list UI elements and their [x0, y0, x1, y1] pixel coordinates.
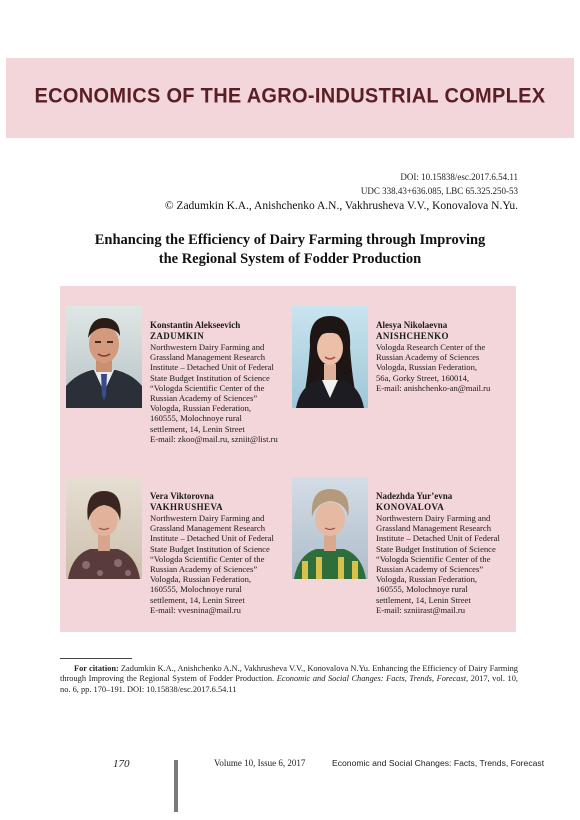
author-address-line: settlement, 14, Lenin Street: [150, 594, 245, 605]
udc-text: UDC 338.43+636.085, LBC 65.325.250-53: [360, 186, 518, 196]
citation-label: For citation:: [74, 664, 119, 673]
page-number: 170: [113, 758, 130, 770]
author-card: [292, 306, 516, 456]
author-address-line: 160555, Molochnoye rural: [150, 413, 242, 424]
author-affiliation-line: Russian Academy of Sciences”: [376, 564, 484, 575]
author-affiliation-line: Vologda Research Center of the: [376, 342, 486, 352]
author-surname: KONOVALOVA: [376, 502, 445, 512]
author-email: E-mail: anishchenko-an@mail.ru: [376, 382, 491, 393]
author-affiliation-line: Russian Academy of Sciences: [376, 352, 480, 363]
author-affiliation-line: Russian Academy of Sciences”: [150, 564, 258, 575]
author-affiliation-line: “Vologda Scientific Center of the: [150, 382, 265, 393]
author-first-name: Nadezhda Yur’evna: [376, 491, 453, 501]
author-card: [66, 477, 290, 627]
doi-text: DOI: 10.15838/esc.2017.6.54.11: [400, 172, 518, 182]
author-card: [66, 306, 290, 456]
citation-text: Zadumkin K.A., Anishchenko A.N., Vakhrusheva V.V., Konovalova N.Yu. Enhancing the Efficiency of Dairy Farming through Improving the Regional System of Fodder Production.: [60, 664, 518, 684]
footer-divider: [174, 760, 178, 812]
author-info: [150, 491, 290, 615]
author-affiliation-line: “Vologda Scientific Center of the: [376, 553, 491, 564]
author-first-name: Konstantin Alekseevich: [150, 320, 241, 330]
author-email: E-mail: szniirast@mail.ru: [376, 604, 466, 615]
author-surname: ANISHCHENKO: [376, 331, 449, 341]
author-surname: VAKHRUSHEVA: [150, 502, 224, 512]
author-address-line: Vologda, Russian Federation,: [376, 362, 478, 373]
article-title-line-2: the Regional System of Fodder Production: [158, 251, 422, 267]
author-address-line: Vologda, Russian Federation,: [150, 403, 252, 414]
author-affiliation-line: State Budget Institution of Science: [150, 372, 270, 383]
author-photo: [292, 306, 368, 408]
author-info: [376, 320, 516, 393]
author-address-line: settlement, 14, Lenin Street: [150, 423, 245, 434]
copyright-line: © Zadumkin K.A., Anishchenko A.N., Vakhrusheva V.V., Konovalova N.Yu.: [164, 200, 518, 212]
author-affiliation-line: Grassland Management Research: [150, 352, 266, 363]
author-affiliation-line: Northwestern Dairy Farming and: [150, 342, 265, 352]
citation-tail: 2017, vol. 10, no. 6, pp. 170–191. DOI: 10.15838/esc.2017.6.54.11: [60, 674, 519, 694]
author-info: [150, 320, 290, 444]
author-address-line: Vologda, Russian Federation,: [150, 574, 252, 585]
author-address-line: settlement, 14, Lenin Street: [376, 594, 471, 605]
author-surname: ZADUMKIN: [150, 331, 205, 341]
author-address-line: 160555, Molochnoye rural: [150, 584, 242, 595]
author-first-name: Alesya Nikolaevna: [376, 320, 448, 330]
author-affiliation-line: Russian Academy of Sciences”: [150, 393, 258, 404]
author-card: [292, 477, 516, 627]
author-affiliation-line: “Vologda Scientific Center of the: [150, 553, 265, 564]
citation-footnote: [60, 664, 518, 695]
author-affiliation-line: Institute – Detached Unit of Federal: [150, 533, 274, 544]
author-address-line: 160555, Molochnoye rural: [376, 584, 468, 595]
author-affiliation-line: Northwestern Dairy Farming and: [376, 513, 491, 523]
author-affiliation-line: Institute – Detached Unit of Federal: [150, 362, 274, 373]
author-affiliation-line: Grassland Management Research: [376, 523, 492, 534]
author-affiliation-line: Institute – Detached Unit of Federal: [376, 533, 500, 544]
article-title: [60, 231, 520, 269]
author-photo: [66, 477, 142, 579]
author-email: E-mail: vvesnina@mail.ru: [150, 604, 241, 615]
author-address-line: 56a, Gorky Street, 160014,: [376, 372, 470, 383]
author-affiliation-line: Northwestern Dairy Farming and: [150, 513, 265, 523]
author-photo: [292, 477, 368, 579]
author-address-line: Vologda, Russian Federation,: [376, 574, 478, 585]
author-first-name: Vera Viktorovna: [150, 491, 214, 501]
author-affiliation-line: State Budget Institution of Science: [376, 543, 496, 554]
author-photo: [66, 306, 142, 408]
author-affiliation-line: State Budget Institution of Science: [150, 543, 270, 554]
author-email: E-mail: zkoo@mail.ru, szniit@list.ru: [150, 433, 278, 444]
footnote-divider: [60, 658, 132, 659]
journal-name: Economic and Social Changes: Facts, Trends, Forecast: [332, 758, 545, 768]
issue-info: Volume 10, Issue 6, 2017: [214, 758, 306, 768]
citation-journal: Economic and Social Changes: Facts, Trends, Forecast,: [276, 674, 469, 684]
section-title: ECONOMICS OF THE AGRO-INDUSTRIAL COMPLEX: [34, 84, 546, 108]
author-affiliation-line: Grassland Management Research: [150, 523, 266, 534]
article-title-line-1: Enhancing the Efficiency of Dairy Farming through Improving: [94, 232, 486, 248]
section-banner: [6, 58, 574, 138]
author-info: [376, 491, 516, 615]
